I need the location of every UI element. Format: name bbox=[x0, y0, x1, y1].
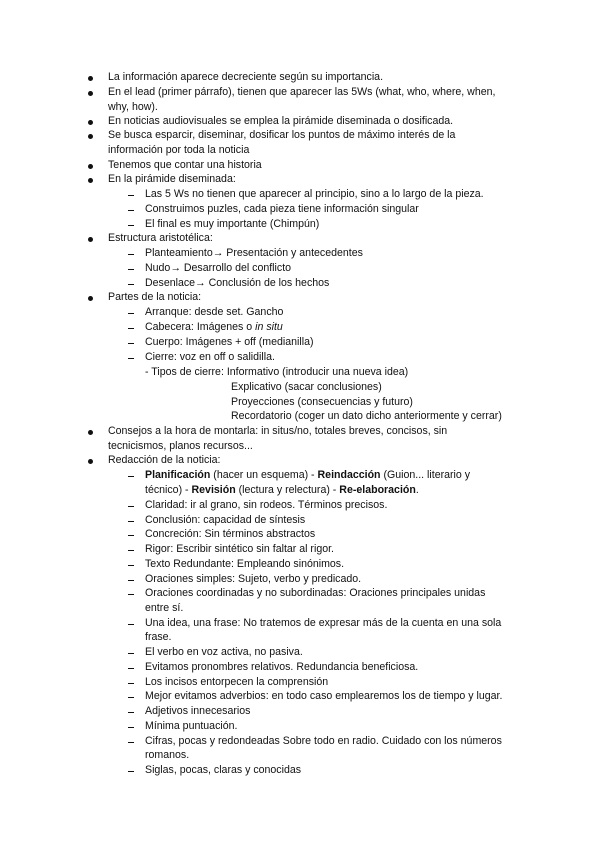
list-item-continuation: información por toda la noticia bbox=[108, 144, 250, 156]
dash-marker bbox=[128, 269, 134, 270]
sub-list-item: Las 5 Ws no tienen que aparecer al principio, sino a lo largo de la pieza. bbox=[145, 188, 484, 200]
sub-list-item: Adjetivos innecesarios bbox=[145, 705, 251, 717]
dash-marker bbox=[128, 284, 134, 285]
closing-type: Explicativo (sacar conclusiones) bbox=[231, 381, 382, 393]
closing-types-line: - Tipos de cierre: Informativo (introducir una nueva idea) bbox=[145, 366, 409, 378]
bullet-dot bbox=[88, 91, 93, 96]
dash-marker bbox=[128, 727, 134, 728]
bullet-dot bbox=[88, 178, 93, 183]
sub-list-item: Conclusión: capacidad de síntesis bbox=[145, 514, 306, 526]
bullet-dot bbox=[88, 237, 93, 242]
dash-marker bbox=[128, 565, 134, 566]
dash-marker bbox=[128, 254, 134, 255]
sub-list-item bbox=[145, 469, 470, 482]
dash-marker bbox=[128, 195, 134, 196]
sub-list-item-continuation bbox=[145, 484, 419, 497]
sub-list-item: Oraciones simples: Sujeto, verbo y predicado. bbox=[145, 573, 362, 585]
sub-list-item: Rigor: Escribir sintético sin faltar al rigor. bbox=[145, 543, 334, 555]
bold-term: Revisión bbox=[191, 484, 236, 496]
dash-marker bbox=[128, 521, 134, 522]
sub-list-item: Desenlace→ Conclusión de los hechos bbox=[145, 277, 330, 289]
list-item: Partes de la noticia: bbox=[108, 291, 202, 303]
list-item: En la pirámide diseminada: bbox=[108, 173, 236, 185]
dash-marker bbox=[128, 580, 134, 581]
bullet-dot bbox=[88, 76, 93, 81]
bullet-dot bbox=[88, 164, 93, 169]
dash-marker bbox=[128, 358, 134, 359]
dash-marker bbox=[128, 771, 134, 772]
bold-term: Reindacción bbox=[317, 469, 381, 481]
dash-marker bbox=[128, 742, 134, 743]
bullet-dot bbox=[88, 296, 93, 301]
list-item: Consejos a la hora de montarla: in situs/no, totales breves, concisos, sin bbox=[108, 425, 448, 437]
dash-marker bbox=[128, 697, 134, 698]
inline-text: (hacer un esquema) - bbox=[210, 469, 318, 481]
inline-text: . bbox=[415, 484, 419, 496]
sub-list-item: Los incisos entorpecen la comprensión bbox=[145, 676, 329, 688]
sub-list-item: El verbo en voz activa, no pasiva. bbox=[145, 646, 303, 658]
dash-marker bbox=[128, 210, 134, 211]
bullet-dot bbox=[88, 430, 93, 435]
dash-marker bbox=[128, 594, 134, 595]
sub-list-item: Claridad: ir al grano, sin rodeos. Términos precisos. bbox=[145, 499, 388, 511]
sub-list-item-continuation: entre sí. bbox=[145, 602, 184, 614]
sub-list-item: Mínima puntuación. bbox=[145, 720, 238, 732]
closing-type: Proyecciones (consecuencias y futuro) bbox=[231, 396, 413, 408]
dash-marker bbox=[128, 506, 134, 507]
bullet-dot bbox=[88, 134, 93, 139]
sub-list-item bbox=[145, 321, 283, 334]
dash-marker bbox=[128, 653, 134, 654]
list-item: La información aparece decreciente según su importancia. bbox=[108, 71, 384, 83]
bullet-dot bbox=[88, 459, 93, 464]
sub-list-item: Cuerpo: Imágenes + off (medianilla) bbox=[145, 336, 314, 348]
dash-marker bbox=[128, 668, 134, 669]
sub-list-item-continuation: romanos. bbox=[145, 749, 190, 761]
sub-list-item: Evitamos pronombres relativos. Redundancia beneficiosa. bbox=[145, 661, 419, 673]
dash-marker bbox=[128, 328, 134, 329]
inline-text: técnico) - bbox=[145, 484, 192, 496]
sub-list-item-continuation: frase. bbox=[145, 631, 172, 643]
sub-list-item: Texto Redundante: Empleando sinónimos. bbox=[145, 558, 345, 570]
dash-marker bbox=[128, 343, 134, 344]
list-item: En el lead (primer párrafo), tienen que aparecer las 5Ws (what, who, where, when, bbox=[108, 86, 496, 98]
list-item: Tenemos que contar una historia bbox=[108, 159, 262, 171]
list-item-continuation: why, how). bbox=[108, 101, 158, 113]
list-item: Redacción de la noticia: bbox=[108, 454, 221, 466]
sub-list-item: Mejor evitamos adverbios: en todo caso emplearemos los de tiempo y lugar. bbox=[145, 690, 503, 702]
sub-list-item: Cifras, pocas y redondeadas Sobre todo en radio. Cuidado con los números bbox=[145, 735, 502, 747]
sub-list-item: Siglas, pocas, claras y conocidas bbox=[145, 764, 302, 776]
sub-list-item: Planteamiento→ Presentación y antecedentes bbox=[145, 247, 363, 259]
sub-list-item: Cierre: voz en off o salidilla. bbox=[145, 351, 275, 363]
dash-marker bbox=[128, 712, 134, 713]
sub-list-item: Oraciones coordinadas y no subordinadas: Oraciones principales unidas bbox=[145, 587, 486, 599]
inline-text: (lectura y relectura) - bbox=[235, 484, 340, 496]
sub-list-item: Una idea, una frase: No tratemos de expresar más de la cuenta en una sola bbox=[145, 617, 502, 629]
dash-marker bbox=[128, 476, 134, 477]
closing-type: Recordatorio (coger un dato dicho anteriormente y cerrar) bbox=[231, 410, 502, 422]
sub-list-item: Construimos puzles, cada pieza tiene información singular bbox=[145, 203, 419, 215]
sub-list-item: Concreción: Sin términos abstractos bbox=[145, 528, 316, 540]
sub-list-item: Arranque: desde set. Gancho bbox=[145, 306, 284, 318]
dash-marker bbox=[128, 683, 134, 684]
list-item: En noticias audiovisuales se emplea la pirámide diseminada o dosificada. bbox=[108, 115, 454, 127]
sub-list-item: El final es muy importante (Chimpún) bbox=[145, 218, 320, 230]
list-item-continuation: tecnicismos, planos recursos... bbox=[108, 440, 253, 452]
bold-term: Re-elaboración bbox=[339, 484, 416, 496]
list-item: Se busca esparcir, diseminar, dosificar los puntos de máximo interés de la bbox=[108, 129, 456, 141]
bold-term: Planificación bbox=[145, 469, 211, 481]
sub-list-item: Nudo→ Desarrollo del conflicto bbox=[145, 262, 292, 274]
dash-marker bbox=[128, 225, 134, 226]
dash-marker bbox=[128, 624, 134, 625]
sub-list-item-text: Cabecera: Imágenes o bbox=[145, 321, 256, 333]
dash-marker bbox=[128, 550, 134, 551]
dash-marker bbox=[128, 535, 134, 536]
dash-marker bbox=[128, 313, 134, 314]
italic-term: in situ bbox=[255, 321, 283, 333]
list-item: Estructura aristotélica: bbox=[108, 232, 213, 244]
bullet-dot bbox=[88, 120, 93, 125]
inline-text: (Guion... literario y bbox=[380, 469, 471, 481]
